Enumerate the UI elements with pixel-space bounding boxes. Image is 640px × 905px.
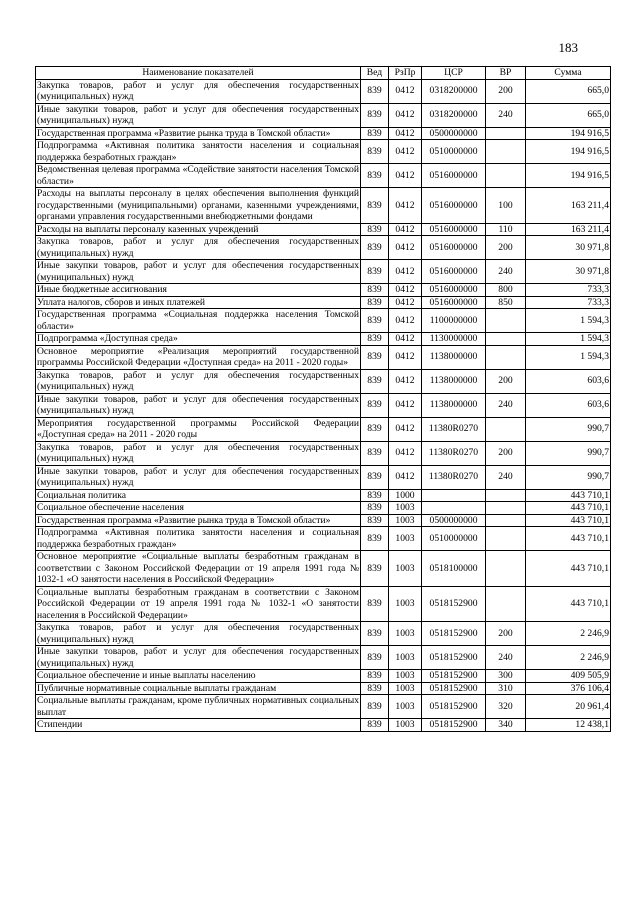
cell-csr xyxy=(422,502,486,515)
cell-csr: 0318200000 xyxy=(422,103,486,127)
cell-ved: 839 xyxy=(361,682,389,695)
cell-csr: 11380R0270 xyxy=(422,441,486,465)
cell-ved: 839 xyxy=(361,514,389,527)
cell-sum: 443 710,1 xyxy=(526,489,611,502)
table-row xyxy=(36,682,611,695)
cell-vr: 340 xyxy=(486,719,526,732)
cell-vr xyxy=(486,586,526,622)
cell-vr xyxy=(486,417,526,441)
table-row xyxy=(36,393,611,417)
cell-name: Уплата налогов, сборов и иных платежей xyxy=(36,296,361,309)
table-row xyxy=(36,103,611,127)
cell-rzpr: 0412 xyxy=(389,441,422,465)
cell-sum: 1 594,3 xyxy=(526,333,611,346)
cell-sum: 443 710,1 xyxy=(526,502,611,515)
table-row xyxy=(36,441,611,465)
cell-ved: 839 xyxy=(361,103,389,127)
cell-rzpr: 0412 xyxy=(389,345,422,369)
cell-rzpr: 0412 xyxy=(389,393,422,417)
cell-vr xyxy=(486,140,526,164)
cell-vr: 320 xyxy=(486,695,526,719)
cell-ved: 839 xyxy=(361,551,389,587)
cell-ved: 839 xyxy=(361,695,389,719)
cell-name: Ведомственная целевая программа «Содействие занятости населения Томской области» xyxy=(37,164,359,187)
cell-name: Мероприятия государственной программы Российской Федерации «Доступная среда» на 2011 - 2020 годы xyxy=(37,417,359,440)
cell-name: Иные закупки товаров, работ и услуг для обеспечения государственных (муниципальных) нужд xyxy=(37,393,359,416)
cell-vr: 240 xyxy=(486,393,526,417)
cell-rzpr: 0412 xyxy=(389,164,422,188)
cell-rzpr: 0412 xyxy=(389,260,422,284)
cell-name: Государственная программа «Социальная поддержка населения Томской области» xyxy=(37,309,359,332)
cell-sum: 990,7 xyxy=(526,441,611,465)
cell-vr xyxy=(486,333,526,346)
cell-rzpr: 0412 xyxy=(389,369,422,393)
cell-csr: 1130000000 xyxy=(422,333,486,346)
cell-rzpr: 1000 xyxy=(389,489,422,502)
cell-vr: 850 xyxy=(486,296,526,309)
cell-sum: 194 916,5 xyxy=(526,127,611,140)
table-row xyxy=(36,236,611,260)
cell-rzpr: 0412 xyxy=(389,79,422,103)
cell-sum: 665,0 xyxy=(526,79,611,103)
cell-sum: 603,6 xyxy=(526,369,611,393)
cell-vr xyxy=(486,502,526,515)
cell-csr: 0518152900 xyxy=(422,719,486,732)
cell-csr: 0516000000 xyxy=(422,164,486,188)
cell-name: Закупка товаров, работ и услуг для обеспечения государственных (муниципальных) нужд xyxy=(37,441,359,464)
cell-sum: 194 916,5 xyxy=(526,140,611,164)
cell-sum: 443 710,1 xyxy=(526,527,611,551)
cell-ved: 839 xyxy=(361,188,389,224)
cell-csr: 0500000000 xyxy=(422,514,486,527)
cell-name: Закупка товаров, работ и услуг для обеспечения государственных (муниципальных) нужд xyxy=(37,622,359,645)
cell-rzpr: 0412 xyxy=(389,333,422,346)
cell-ved: 839 xyxy=(361,502,389,515)
cell-vr: 310 xyxy=(486,682,526,695)
cell-csr: 1138000000 xyxy=(422,369,486,393)
cell-sum: 2 246,9 xyxy=(526,646,611,670)
cell-ved: 839 xyxy=(361,296,389,309)
cell-vr: 200 xyxy=(486,79,526,103)
table-row xyxy=(36,333,611,346)
budget-table xyxy=(35,66,611,732)
cell-rzpr: 0412 xyxy=(389,236,422,260)
table-row xyxy=(36,223,611,236)
header-vr: ВР xyxy=(486,67,526,80)
cell-sum: 376 106,4 xyxy=(526,682,611,695)
cell-vr: 240 xyxy=(486,260,526,284)
cell-csr: 1100000000 xyxy=(422,309,486,333)
cell-sum: 1 594,3 xyxy=(526,345,611,369)
cell-vr xyxy=(486,164,526,188)
cell-rzpr: 1003 xyxy=(389,527,422,551)
cell-rzpr: 1003 xyxy=(389,695,422,719)
cell-name: Социальное обеспечение населения xyxy=(36,502,361,515)
table-row xyxy=(36,345,611,369)
cell-vr: 200 xyxy=(486,622,526,646)
cell-rzpr: 0412 xyxy=(389,417,422,441)
cell-csr: 1138000000 xyxy=(422,393,486,417)
table-row xyxy=(36,284,611,297)
cell-rzpr: 1003 xyxy=(389,719,422,732)
cell-ved: 839 xyxy=(361,284,389,297)
cell-rzpr: 1003 xyxy=(389,646,422,670)
header-sum: Сумма xyxy=(526,67,611,80)
table-row xyxy=(36,670,611,683)
cell-sum: 733,3 xyxy=(526,296,611,309)
cell-ved: 839 xyxy=(361,441,389,465)
cell-ved: 839 xyxy=(361,622,389,646)
table-row xyxy=(36,719,611,732)
cell-sum: 20 961,4 xyxy=(526,695,611,719)
header-rzpr: РзПр xyxy=(389,67,422,80)
cell-name: Основное мероприятие «Реализация мероприятий государственной программы Российской Федерации «Доступная среда» на 2011 - 2020 годы» xyxy=(37,345,359,368)
table-row xyxy=(36,622,611,646)
table-row xyxy=(36,586,611,622)
cell-vr xyxy=(486,527,526,551)
cell-csr: 0510000000 xyxy=(422,527,486,551)
cell-sum: 1 594,3 xyxy=(526,309,611,333)
cell-csr: 0516000000 xyxy=(422,260,486,284)
cell-sum: 30 971,8 xyxy=(526,236,611,260)
cell-ved: 839 xyxy=(361,646,389,670)
cell-vr: 800 xyxy=(486,284,526,297)
cell-ved: 839 xyxy=(361,719,389,732)
cell-rzpr: 1003 xyxy=(389,670,422,683)
table-row xyxy=(36,369,611,393)
cell-name: Подпрограмма «Активная политика занятости населения и социальная поддержка безработных граждан» xyxy=(37,527,359,550)
cell-ved: 839 xyxy=(361,393,389,417)
cell-sum: 603,6 xyxy=(526,393,611,417)
cell-rzpr: 0412 xyxy=(389,309,422,333)
cell-name: Социальное обеспечение и иные выплаты населению xyxy=(36,670,361,683)
cell-csr: 0318200000 xyxy=(422,79,486,103)
cell-csr: 11380R0270 xyxy=(422,417,486,441)
cell-ved: 839 xyxy=(361,489,389,502)
cell-sum: 2 246,9 xyxy=(526,622,611,646)
table-row xyxy=(36,695,611,719)
table-row xyxy=(36,502,611,515)
cell-rzpr: 0412 xyxy=(389,223,422,236)
cell-ved: 839 xyxy=(361,223,389,236)
cell-ved: 839 xyxy=(361,417,389,441)
cell-vr: 240 xyxy=(486,646,526,670)
cell-csr: 0516000000 xyxy=(422,188,486,224)
cell-name: Закупка товаров, работ и услуг для обеспечения государственных (муниципальных) нужд xyxy=(37,79,359,102)
table-row xyxy=(36,79,611,103)
cell-rzpr: 0412 xyxy=(389,140,422,164)
cell-csr: 0518152900 xyxy=(422,646,486,670)
cell-vr: 240 xyxy=(486,465,526,489)
cell-rzpr: 0412 xyxy=(389,296,422,309)
cell-rzpr: 1003 xyxy=(389,682,422,695)
cell-ved: 839 xyxy=(361,586,389,622)
cell-vr xyxy=(486,127,526,140)
cell-sum: 443 710,1 xyxy=(526,551,611,587)
cell-ved: 839 xyxy=(361,670,389,683)
table-row xyxy=(36,296,611,309)
cell-ved: 839 xyxy=(361,140,389,164)
cell-sum: 30 971,8 xyxy=(526,260,611,284)
cell-sum: 990,7 xyxy=(526,417,611,441)
cell-name: Социальная политика xyxy=(36,489,361,502)
cell-name: Расходы на выплаты персоналу казенных учреждений xyxy=(36,223,361,236)
cell-rzpr: 0412 xyxy=(389,127,422,140)
cell-vr: 200 xyxy=(486,369,526,393)
cell-name: Подпрограмма «Доступная среда» xyxy=(36,333,361,346)
cell-name: Иные закупки товаров, работ и услуг для обеспечения государственных (муниципальных) нужд xyxy=(37,646,359,669)
cell-ved: 839 xyxy=(361,236,389,260)
cell-csr: 0518152900 xyxy=(422,695,486,719)
header-name: Наименование показателей xyxy=(36,67,361,80)
cell-csr: 0516000000 xyxy=(422,223,486,236)
cell-name: Подпрограмма «Активная политика занятости населения и социальная поддержка безработных граждан» xyxy=(37,140,359,163)
table-row xyxy=(36,514,611,527)
cell-name: Иные закупки товаров, работ и услуг для обеспечения государственных (муниципальных) нужд xyxy=(37,465,359,488)
cell-ved: 839 xyxy=(361,465,389,489)
cell-name: Публичные нормативные социальные выплаты гражданам xyxy=(36,682,361,695)
cell-csr: 0510000000 xyxy=(422,140,486,164)
cell-rzpr: 0412 xyxy=(389,188,422,224)
cell-name: Основное мероприятие «Социальные выплаты безработным гражданам в соответствии с Законом Российской Федерации от 19 апреля 1991 года № 1032-1 «О занятости населения в Российской Федерации» xyxy=(37,551,359,585)
cell-name: Иные закупки товаров, работ и услуг для обеспечения государственных (муниципальных) нужд xyxy=(37,103,359,126)
cell-name: Иные закупки товаров, работ и услуг для обеспечения государственных (муниципальных) нужд xyxy=(37,260,359,283)
table-row xyxy=(36,164,611,188)
cell-vr: 100 xyxy=(486,188,526,224)
cell-rzpr: 0412 xyxy=(389,103,422,127)
cell-ved: 839 xyxy=(361,333,389,346)
cell-vr xyxy=(486,551,526,587)
header-ved: Вед xyxy=(361,67,389,80)
cell-vr xyxy=(486,489,526,502)
cell-sum: 443 710,1 xyxy=(526,586,611,622)
cell-rzpr: 0412 xyxy=(389,284,422,297)
cell-sum: 12 438,1 xyxy=(526,719,611,732)
cell-ved: 839 xyxy=(361,369,389,393)
cell-ved: 839 xyxy=(361,345,389,369)
table-header-row xyxy=(36,67,611,80)
cell-vr: 300 xyxy=(486,670,526,683)
table-row xyxy=(36,140,611,164)
page-number: 183 xyxy=(558,40,578,55)
cell-csr: 0518100000 xyxy=(422,551,486,587)
cell-csr: 0518152900 xyxy=(422,586,486,622)
cell-vr: 200 xyxy=(486,441,526,465)
table-row xyxy=(36,527,611,551)
cell-csr: 11380R0270 xyxy=(422,465,486,489)
cell-csr: 0516000000 xyxy=(422,296,486,309)
cell-name: Социальные выплаты безработным гражданам в соответствии с Законом Российской Федерации от 19 апреля 1991 года № 1032-1 «О занятости населения в Российской Федерации» xyxy=(37,586,359,621)
cell-sum: 163 211,4 xyxy=(526,223,611,236)
cell-name: Закупка товаров, работ и услуг для обеспечения государственных (муниципальных) нужд xyxy=(37,369,359,392)
cell-csr: 0500000000 xyxy=(422,127,486,140)
cell-vr: 240 xyxy=(486,103,526,127)
cell-name: Государственная программа «Развитие рынка труда в Томской области» xyxy=(36,514,361,527)
cell-ved: 839 xyxy=(361,127,389,140)
cell-rzpr: 1003 xyxy=(389,586,422,622)
header-csr: ЦСР xyxy=(422,67,486,80)
cell-rzpr: 1003 xyxy=(389,622,422,646)
cell-csr: 1138000000 xyxy=(422,345,486,369)
cell-rzpr: 0412 xyxy=(389,465,422,489)
table-row xyxy=(36,417,611,441)
cell-name: Расходы на выплаты персоналу в целях обеспечения выполнения функций государственными (муниципальными) органами, казенными учреждениями, органами управления государственными внебюджетными фондами xyxy=(37,188,359,222)
cell-name: Социальные выплаты гражданам, кроме публичных нормативных социальных выплат xyxy=(37,695,359,718)
table-row xyxy=(36,489,611,502)
cell-csr: 0516000000 xyxy=(422,284,486,297)
table-row xyxy=(36,127,611,140)
cell-ved: 839 xyxy=(361,79,389,103)
cell-name: Государственная программа «Развитие рынка труда в Томской области» xyxy=(36,127,361,140)
cell-name: Закупка товаров, работ и услуг для обеспечения государственных (муниципальных) нужд xyxy=(37,236,359,259)
cell-name: Стипендии xyxy=(36,719,361,732)
cell-vr xyxy=(486,345,526,369)
cell-sum: 194 916,5 xyxy=(526,164,611,188)
cell-sum: 665,0 xyxy=(526,103,611,127)
cell-sum: 163 211,4 xyxy=(526,188,611,224)
cell-rzpr: 1003 xyxy=(389,514,422,527)
table-row xyxy=(36,551,611,587)
cell-name: Иные бюджетные ассигнования xyxy=(36,284,361,297)
table-body xyxy=(36,79,611,731)
cell-csr xyxy=(422,489,486,502)
cell-rzpr: 1003 xyxy=(389,551,422,587)
cell-vr xyxy=(486,514,526,527)
cell-sum: 409 505,9 xyxy=(526,670,611,683)
cell-vr: 110 xyxy=(486,223,526,236)
cell-vr: 200 xyxy=(486,236,526,260)
cell-csr: 0518152900 xyxy=(422,670,486,683)
cell-sum: 443 710,1 xyxy=(526,514,611,527)
cell-ved: 839 xyxy=(361,164,389,188)
cell-ved: 839 xyxy=(361,527,389,551)
cell-ved: 839 xyxy=(361,260,389,284)
table-row xyxy=(36,260,611,284)
table-row xyxy=(36,309,611,333)
table-row xyxy=(36,646,611,670)
cell-ved: 839 xyxy=(361,309,389,333)
cell-csr: 0516000000 xyxy=(422,236,486,260)
table-row xyxy=(36,188,611,224)
table-row xyxy=(36,465,611,489)
cell-csr: 0518152900 xyxy=(422,622,486,646)
cell-csr: 0518152900 xyxy=(422,682,486,695)
cell-sum: 990,7 xyxy=(526,465,611,489)
cell-rzpr: 1003 xyxy=(389,502,422,515)
cell-vr xyxy=(486,309,526,333)
cell-sum: 733,3 xyxy=(526,284,611,297)
